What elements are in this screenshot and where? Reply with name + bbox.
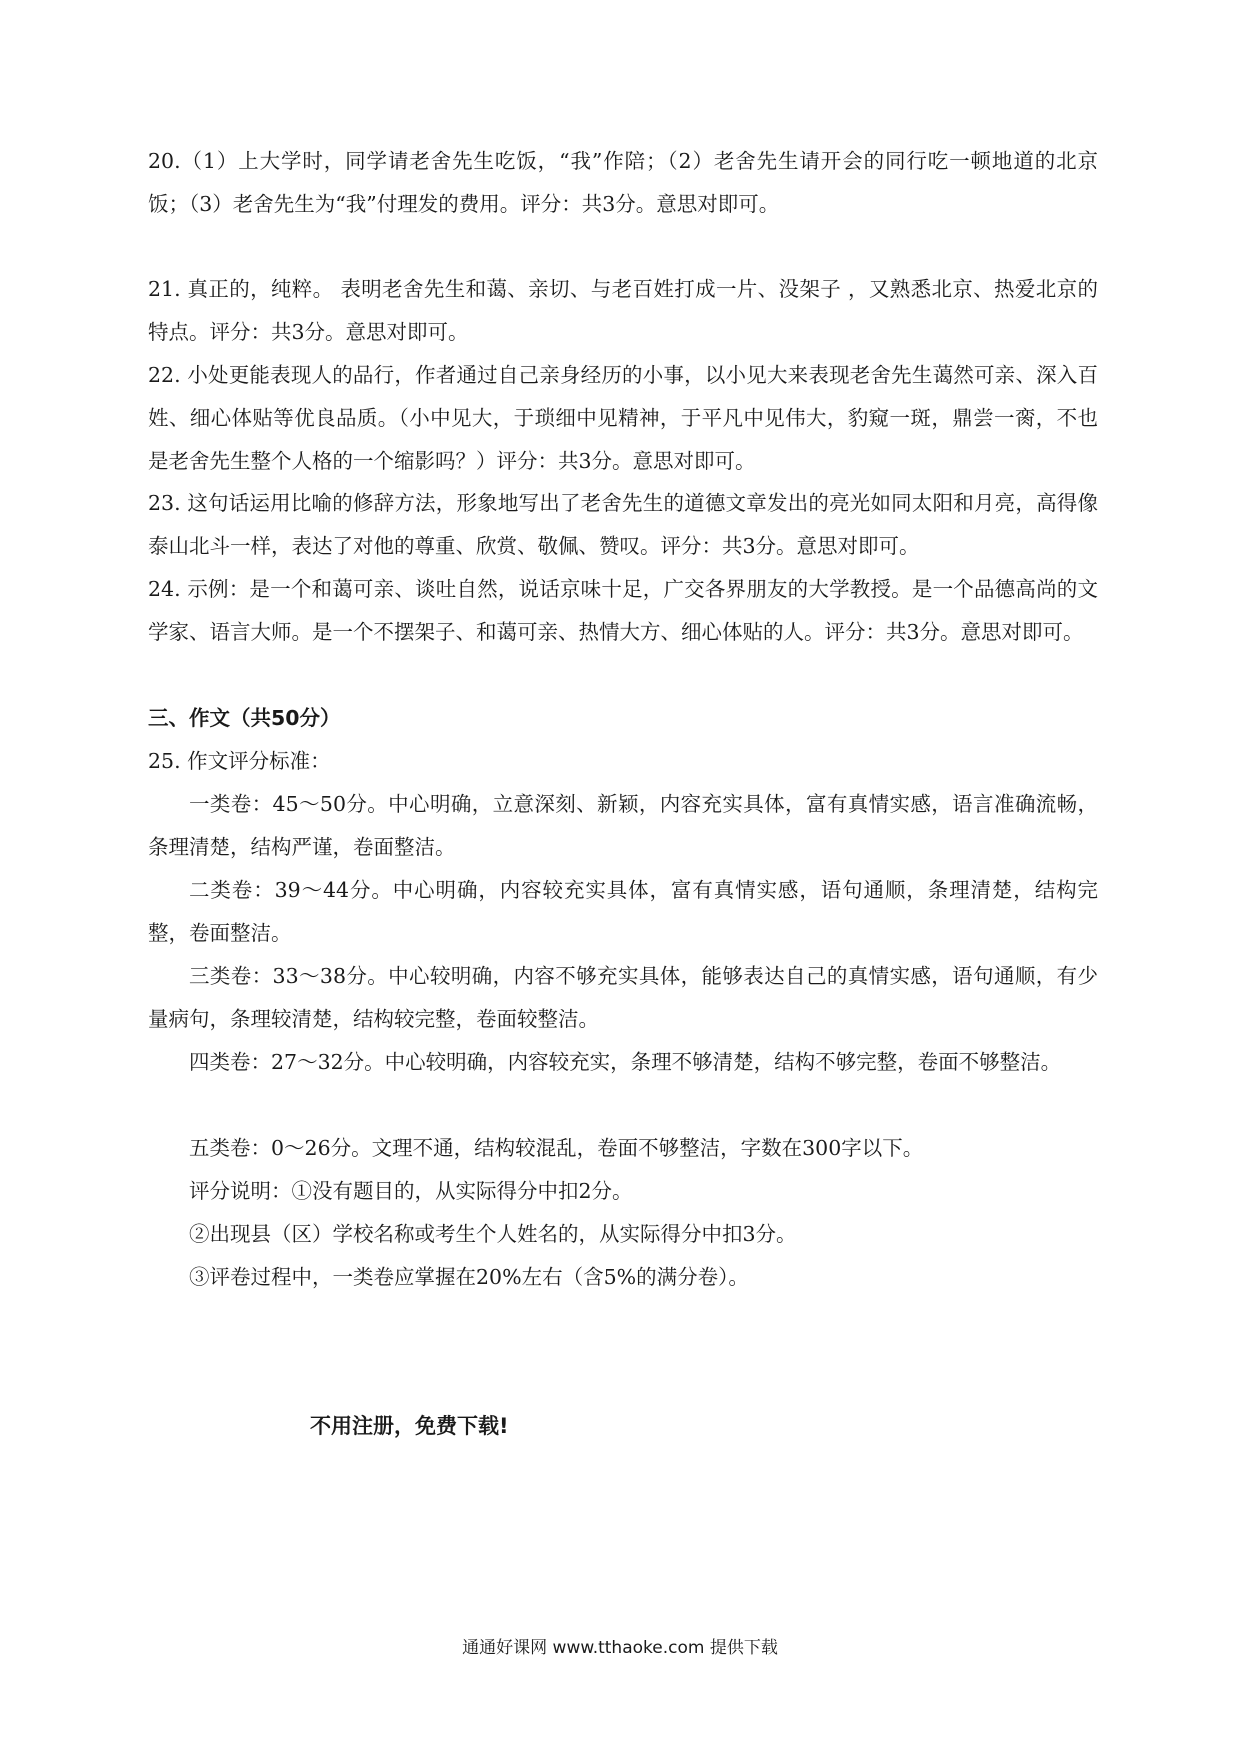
- scoring-note-3: ③评卷过程中，一类卷应掌握在20%左右（含5%的满分卷）。: [189, 1265, 749, 1289]
- grade-5-criteria: 五类卷：0～26分。文理不通，结构较混乱，卷面不够整洁，字数在300字以下。: [189, 1136, 924, 1160]
- scoring-note-2: ②出现县（区）学校名称或考生个人姓名的，从实际得分中扣3分。: [189, 1222, 797, 1246]
- essay-criteria-title: 25. 作文评分标准：: [148, 749, 331, 773]
- answer-21: 21. 真正的，纯粹。 表明老舍先生和蔼、亲切、与老百姓打成一片、没架子 ，又熟悉北京、热爱北京的特点。评分：共3分。意思对即可。: [148, 277, 1098, 344]
- scoring-note-1: 评分说明：①没有题目的，从实际得分中扣2分。: [189, 1179, 633, 1203]
- answer-20: 20.（1）上大学时，同学请老舍先生吃饭，“我”作陪；（2）老舍先生请开会的同行吃一顿地道的北京饭；（3）老舍先生为“我”付理发的费用。评分：共3分。意思对即可。: [148, 149, 1098, 216]
- free-download-notice: 不用注册，免费下载!: [310, 1414, 509, 1438]
- answer-22: 22. 小处更能表现人的品行，作者通过自己亲身经历的小事，以小见大来表现老舍先生蔼然可亲、深入百姓、细心体贴等优良品质。（小中见大，于琐细中见精神，于平凡中见伟大，豹窥一斑，鼎尝一脔，不也是老舍先生整个人格的一个缩影吗？）评分：共3分。意思对即可。: [148, 363, 1098, 473]
- essay-section-title: 三、作文（共50分）: [148, 706, 341, 730]
- answer-24: 24. 示例：是一个和蔼可亲、谈吐自然，说话京味十足，广交各界朋友的大学教授。是一个品德高尚的文学家、语言大师。是一个不摆架子、和蔼可亲、热情大方、细心体贴的人。评分：共3分。意思对即可。: [148, 577, 1098, 644]
- page-footer: 通通好课网 www.tthaoke.com 提供下载: [462, 1638, 778, 1658]
- grade-4-criteria: 四类卷：27～32分。中心较明确，内容较充实，条理不够清楚，结构不够完整，卷面不够整洁。: [189, 1050, 1062, 1074]
- answer-23: 23. 这句话运用比喻的修辞方法，形象地写出了老舍先生的道德文章发出的亮光如同太阳和月亮，高得像泰山北斗一样，表达了对他的尊重、欣赏、敬佩、赞叹。评分：共3分。意思对即可。: [148, 491, 1098, 558]
- grade-1-criteria: 一类卷：45～50分。中心明确，立意深刻、新颖，内容充实具体，富有真情实感，语言准确流畅，条理清楚，结构严谨，卷面整洁。: [148, 792, 1098, 859]
- grade-3-criteria: 三类卷：33～38分。中心较明确，内容不够充实具体，能够表达自己的真情实感，语句通顺，有少量病句，条理较清楚，结构较完整，卷面较整洁。: [148, 964, 1098, 1031]
- grade-2-criteria: 二类卷：39～44分。中心明确，内容较充实具体，富有真情实感，语句通顺，条理清楚，结构完整，卷面整洁。: [148, 878, 1098, 945]
